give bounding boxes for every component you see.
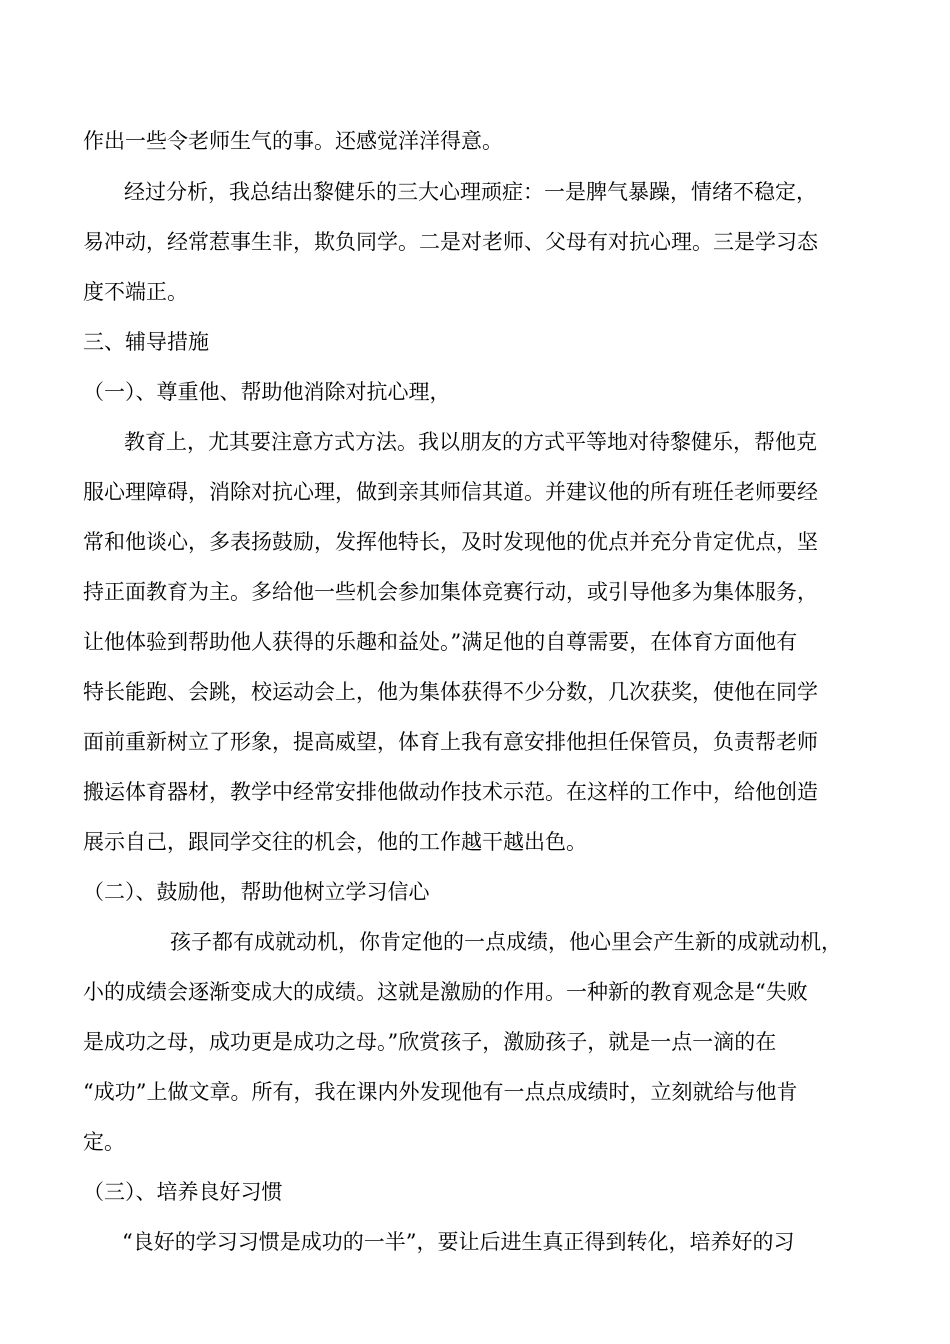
paragraph-start-line: 教育上，尤其要注意方式方法。我以朋友的方式平等地对待黎健乐，帮他克 xyxy=(124,430,817,454)
text-line: 定。 xyxy=(83,1130,125,1154)
subsection-heading: （三）、培养良好习惯 xyxy=(83,1180,283,1204)
text-line: 特长能跑、会跳，校运动会上，他为集体获得不少分数，几次获奖，使他在同学 xyxy=(83,680,818,704)
text-line: 搬运体育器材，教学中经常安排他做动作技术示范。在这样的工作中，给他创造 xyxy=(83,780,818,804)
paragraph-start-line: “良好的学习习惯是成功的一半”，要让后进生真正得到转化，培养好的习 xyxy=(122,1230,795,1254)
paragraph-start-line: 孩子都有成就动机，你肯定他的一点成绩，他心里会产生新的成就动机， xyxy=(170,930,842,954)
section-heading: 三、辅导措施 xyxy=(83,330,209,354)
text-line: 服心理障碍，消除对抗心理，做到亲其师信其道。并建议他的所有班任老师要经 xyxy=(83,480,818,504)
subsection-heading: （一）、尊重他、帮助他消除对抗心理， xyxy=(83,380,451,404)
subsection-heading: （二）、鼓励他，帮助他树立学习信心 xyxy=(83,880,430,904)
text-line: 让他体验到帮助他人获得的乐趣和益处。”满足他的自尊需要，在体育方面他有 xyxy=(83,630,798,654)
text-line: 持正面教育为主。多给他一些机会参加集体竞赛行动，或引导他多为集体服务， xyxy=(83,580,818,604)
text-line: 展示自己，跟同学交往的机会，他的工作越干越出色。 xyxy=(83,830,587,854)
text-line: 作出一些令老师生气的事。还感觉洋洋得意。 xyxy=(83,129,503,153)
text-line: 是成功之母，成功更是成功之母。”欣赏孩子，激励孩子，就是一点一滴的在 xyxy=(83,1030,777,1054)
paragraph-start-line: 经过分析，我总结出黎健乐的三大心理顽症：一是脾气暴躁，情绪不稳定， xyxy=(124,180,817,204)
text-line: 面前重新树立了形象，提高威望，体育上我有意安排他担任保管员，负责帮老师 xyxy=(83,730,818,754)
text-line: 小的成绩会逐渐变成大的成绩。这就是激励的作用。一种新的教育观念是“失败 xyxy=(83,980,808,1004)
text-line: 常和他谈心，多表扬鼓励，发挥他特长，及时发现他的优点并充分肯定优点，坚 xyxy=(83,530,818,554)
text-line: 度不端正。 xyxy=(83,280,188,304)
text-line: 易冲动，经常惹事生非，欺负同学。二是对老师、父母有对抗心理。三是学习态 xyxy=(83,230,818,254)
text-line: “成功”上做文章。所有，我在课内外发现他有一点点成绩时，立刻就给与他肯 xyxy=(83,1080,798,1104)
